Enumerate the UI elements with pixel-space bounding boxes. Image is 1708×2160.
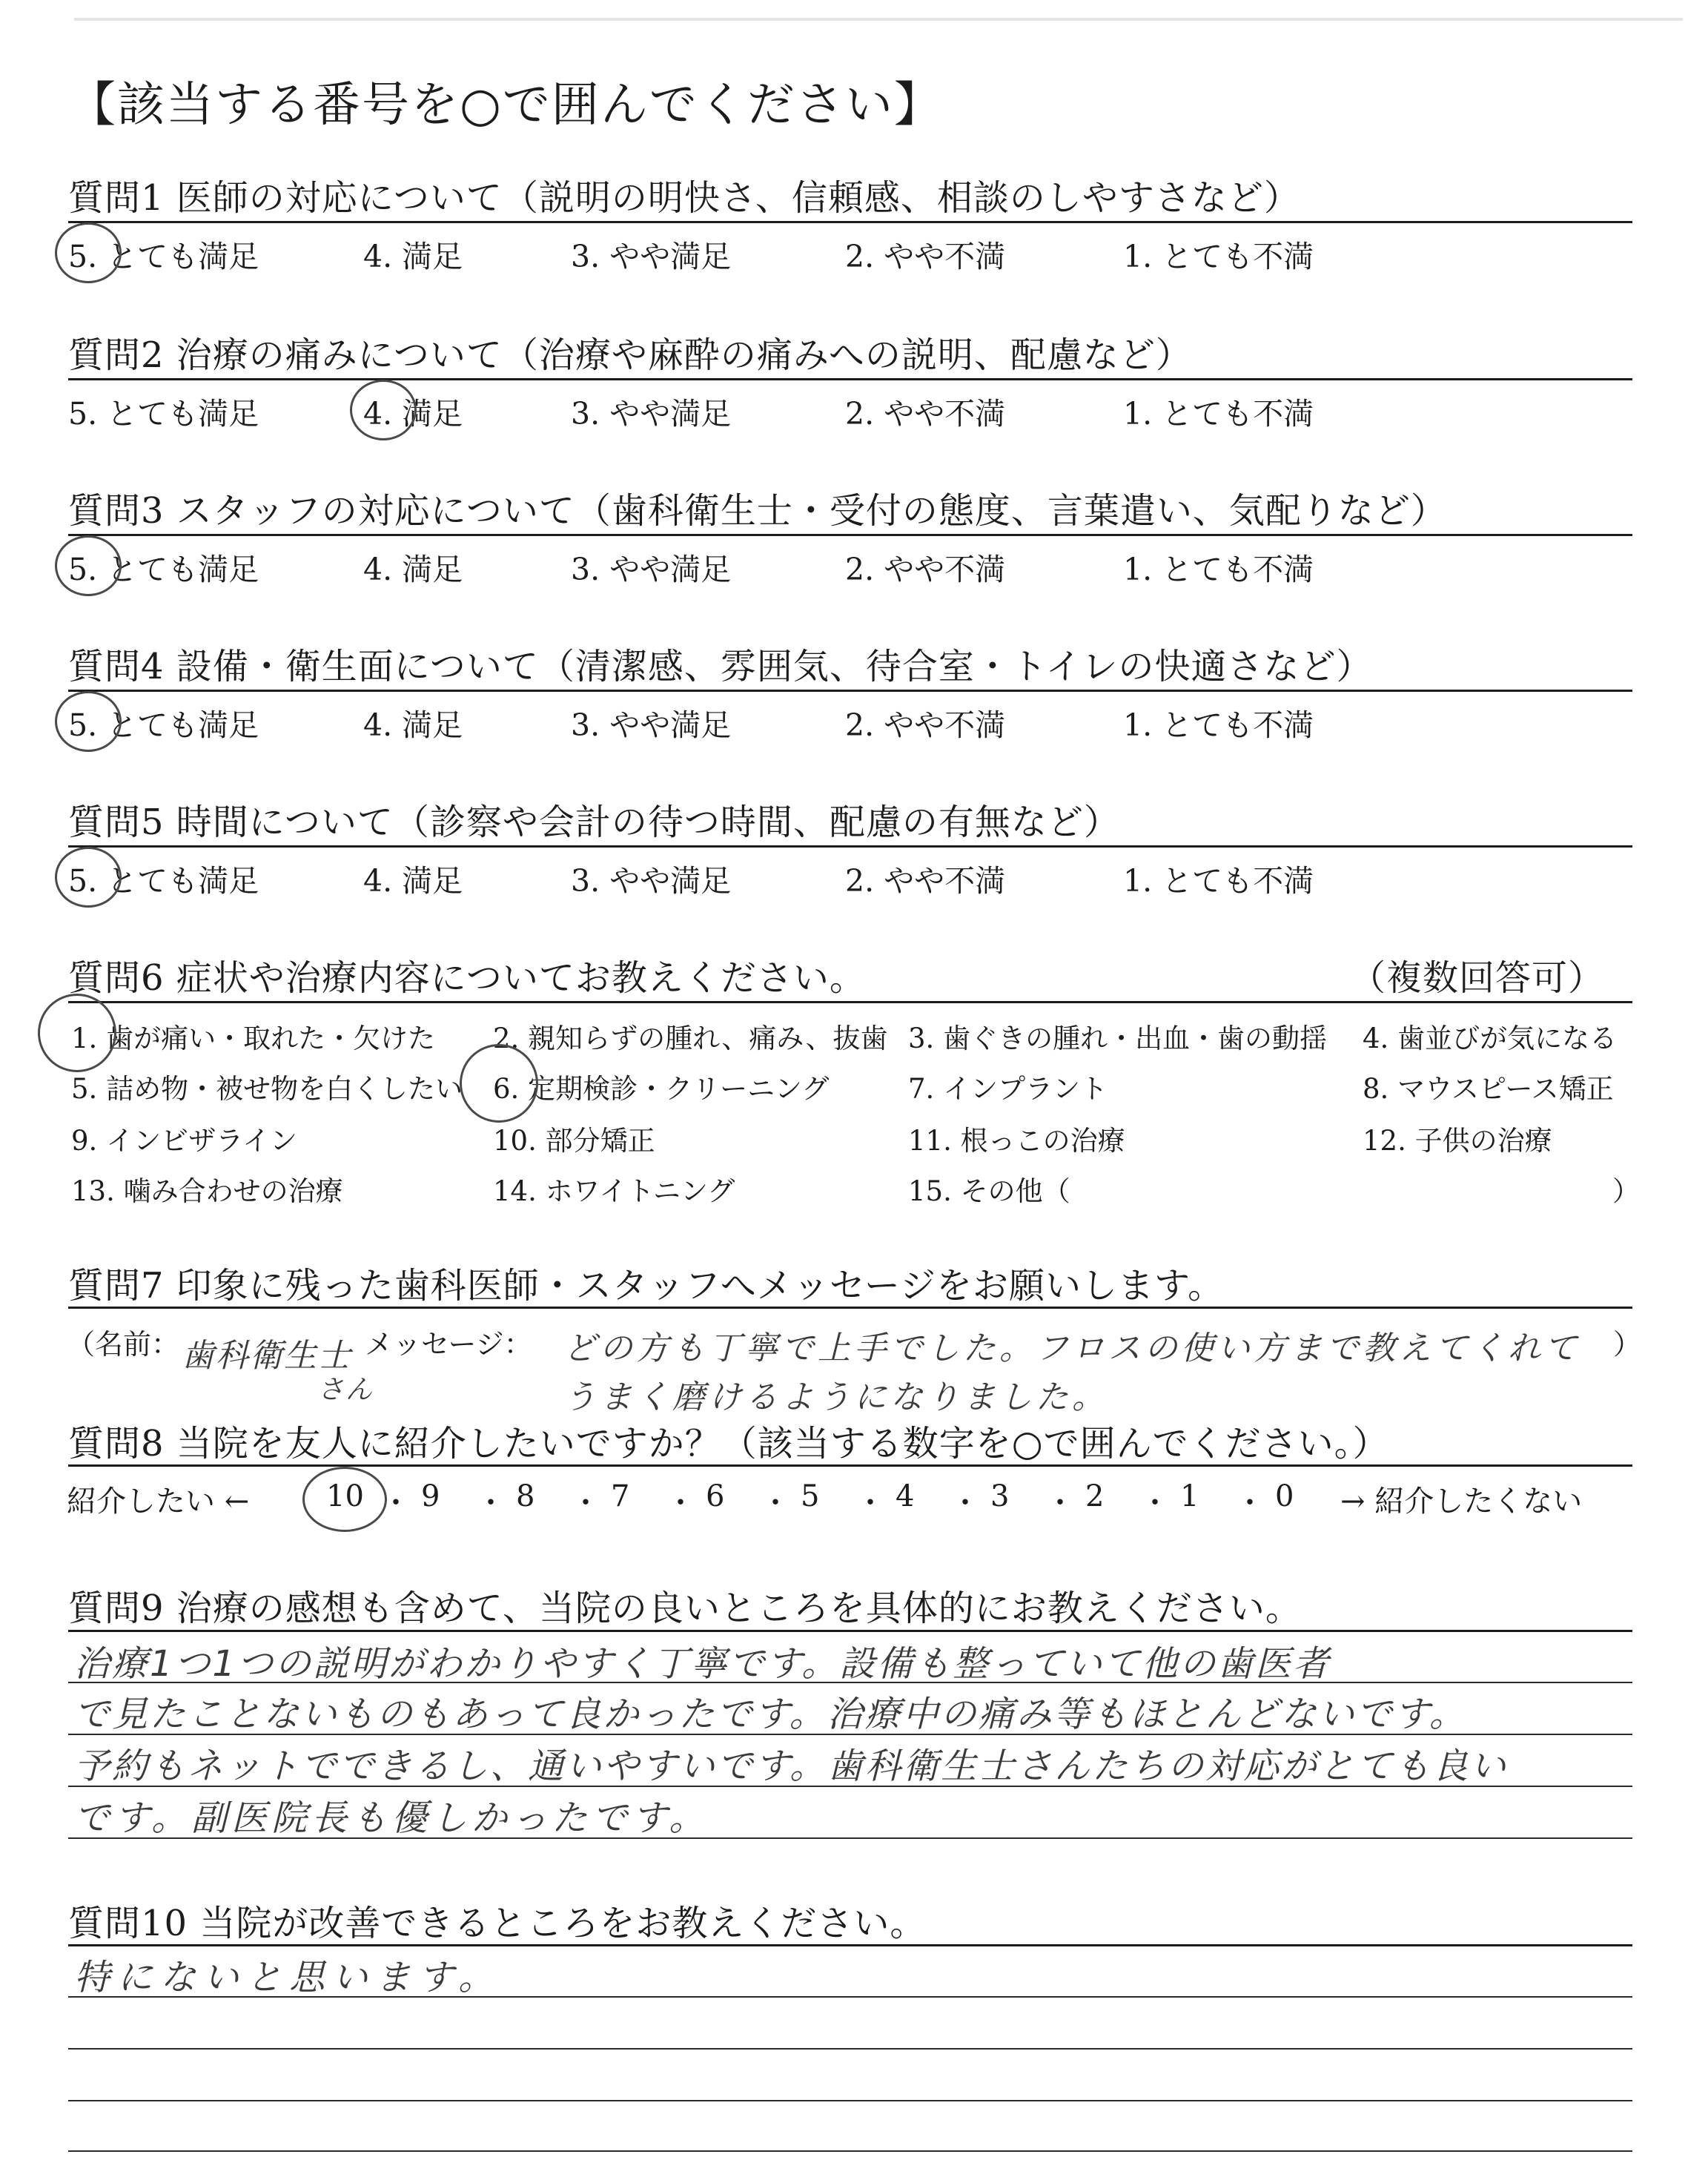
treatment-option[interactable]: 9. インビザライン [71, 1125, 297, 1157]
treatment-option[interactable]: 15. その他（ [908, 1175, 1070, 1207]
question-5-rule [68, 845, 1632, 848]
question-1-label: 質問1 医師の対応について（説明の明快さ、信頼感、相談のしやすさなど） [68, 177, 1300, 219]
writing-line [68, 2100, 1632, 2101]
recommend-score[interactable]: 10 [326, 1479, 364, 1513]
page-heading: 【該当する番号を○で囲んでください】 [68, 78, 943, 133]
rating-option[interactable]: 4. 満足 [363, 239, 463, 274]
name-label: （名前： [67, 1328, 180, 1361]
rating-option[interactable]: 5. とても満足 [68, 552, 259, 587]
answer-line-handwriting: 特にないと思います。 [74, 1957, 502, 1998]
recommend-score[interactable]: 3 [990, 1479, 1010, 1513]
recommend-score[interactable]: 4 [896, 1479, 915, 1513]
rating-option[interactable]: 2. やや不満 [845, 707, 1006, 743]
question-10-rule [68, 1944, 1632, 1946]
selection-circle [302, 1467, 387, 1532]
treatment-option[interactable]: ） [1612, 1175, 1640, 1207]
recommend-score[interactable]: 9 [421, 1479, 440, 1513]
treatment-option[interactable]: 3. 歯ぐきの腫れ・出血・歯の動揺 [908, 1023, 1328, 1054]
question-9-label: 質問9 治療の感想も含めて、当院の良いところを具体的にお教えください。 [68, 1588, 1302, 1629]
recommend-score[interactable]: 6 [706, 1479, 725, 1513]
recommend-right-label: → 紹介したくない [1340, 1484, 1583, 1519]
treatment-option[interactable]: 1. 歯が痛い・取れた・欠けた [71, 1023, 436, 1054]
rating-option[interactable]: 4. 満足 [363, 396, 463, 432]
rating-option[interactable]: 5. とても満足 [68, 863, 259, 899]
treatment-option[interactable]: 6. 定期検診・クリーニング [493, 1073, 830, 1105]
answer-line-handwriting: 治療1つ1つの説明がわかりやすく丁寧です。設備も整っていて他の歯医者 [74, 1643, 1331, 1685]
selection-circle [55, 535, 122, 596]
rating-option[interactable]: 5. とても満足 [68, 239, 259, 274]
answer-line-handwriting: 予約もネットでできるし、通いやすいです。歯科衛生士さんたちの対応がとても良い [74, 1745, 1509, 1787]
question-9-rule [68, 1630, 1632, 1632]
rating-option[interactable]: 5. とても満足 [68, 396, 259, 432]
scale-dot: ・ [761, 1486, 790, 1520]
treatment-option[interactable]: 2. 親知らずの腫れ、痛み、抜歯 [493, 1023, 888, 1054]
rating-option[interactable]: 1. とても不満 [1123, 863, 1314, 899]
rating-option[interactable]: 3. やや満足 [571, 396, 732, 432]
question-4-label: 質問4 設備・衛生面について（清潔感、雰囲気、待合室・トイレの快適さなど） [68, 646, 1373, 687]
scale-dot: ・ [1235, 1486, 1265, 1520]
recommend-score[interactable]: 2 [1085, 1479, 1105, 1513]
question-7-label: 質問7 印象に残った歯科医師・スタッフへメッセージをお願いします。 [68, 1265, 1225, 1307]
treatment-option[interactable]: 11. 根っこの治療 [908, 1125, 1125, 1157]
treatment-option[interactable]: 14. ホワイトニング [493, 1175, 735, 1207]
question-10-label: 質問10 当院が改善できるところをお教えください。 [68, 1903, 927, 1944]
selection-circle [55, 691, 122, 752]
rating-option[interactable]: 1. とても不満 [1123, 396, 1314, 432]
treatment-option[interactable]: 7. インプラント [908, 1073, 1108, 1105]
recommend-score[interactable]: 1 [1180, 1479, 1199, 1513]
question-3-label: 質問3 スタッフの対応について（歯科衛生士・受付の態度、言葉遣い、気配りなど） [68, 490, 1447, 532]
selection-circle [38, 994, 116, 1072]
rating-option[interactable]: 3. やや満足 [571, 552, 732, 587]
scale-dot: ・ [855, 1486, 885, 1520]
question-8-label: 質問8 当院を友人に紹介したいですか？（該当する数字を○で囲んでください。） [68, 1423, 1389, 1464]
message-close-paren: ） [1613, 1328, 1642, 1361]
message-line-1-handwriting: どの方も丁寧で上手でした。フロスの使い方まで教えてくれて [563, 1330, 1580, 1367]
question-6-rule [68, 1001, 1632, 1003]
scale-dot: ・ [950, 1486, 980, 1520]
treatment-option[interactable]: 12. 子供の治療 [1363, 1125, 1552, 1157]
rating-option[interactable]: 2. やや不満 [845, 863, 1006, 899]
writing-line [68, 2150, 1632, 2152]
question-4-rule [68, 690, 1632, 692]
question-1-rule [68, 221, 1632, 223]
rating-option[interactable]: 1. とても不満 [1123, 552, 1314, 587]
selection-circle [460, 1044, 538, 1123]
rating-option[interactable]: 4. 満足 [363, 552, 463, 587]
scale-dot: ・ [476, 1486, 506, 1520]
selection-circle [350, 380, 417, 440]
recommend-score[interactable]: 8 [516, 1479, 535, 1513]
staff-name-suffix-handwriting: さん [317, 1375, 374, 1405]
staff-name-handwriting: 歯科衛生士 [182, 1337, 352, 1375]
message-label: メッセージ： [365, 1328, 532, 1361]
treatment-option[interactable]: 10. 部分矯正 [493, 1125, 655, 1157]
question-3-rule [68, 534, 1632, 536]
writing-line [68, 2048, 1632, 2050]
rating-option[interactable]: 3. やや満足 [571, 239, 732, 274]
selection-circle [55, 847, 122, 908]
rating-option[interactable]: 3. やや満足 [571, 863, 732, 899]
rating-option[interactable]: 1. とても不満 [1123, 239, 1314, 274]
scale-dot: ・ [571, 1486, 600, 1520]
question-2-label: 質問2 治療の痛みについて（治療や麻酔の痛みへの説明、配慮など） [68, 334, 1192, 376]
rating-option[interactable]: 2. やや不満 [845, 396, 1006, 432]
message-line-2-handwriting: うまく磨けるようになりました。 [563, 1378, 1108, 1416]
treatment-option[interactable]: 4. 歯並びが気になる [1363, 1023, 1618, 1054]
recommend-score[interactable]: 7 [611, 1479, 630, 1513]
scale-dot: ・ [1045, 1486, 1075, 1520]
recommend-score[interactable]: 5 [801, 1479, 820, 1513]
answer-line-handwriting: です。副医院長も優しかったです。 [74, 1797, 709, 1839]
rating-option[interactable]: 5. とても満足 [68, 707, 259, 743]
question-5-label: 質問5 時間について（診察や会計の待つ時間、配慮の有無など） [68, 802, 1120, 843]
question-6-label: 質問6 症状や治療内容についてお教えください。 [68, 957, 866, 999]
selection-circle [55, 222, 122, 283]
scale-dot: ・ [666, 1486, 695, 1520]
question-2-rule [68, 378, 1632, 380]
top-edge-line [74, 18, 1683, 21]
treatment-option[interactable]: 5. 詰め物・被せ物を白くしたい [71, 1073, 463, 1105]
question-8-rule [68, 1464, 1632, 1467]
rating-option[interactable]: 4. 満足 [363, 863, 463, 899]
recommend-left-label: 紹介したい ← [67, 1484, 250, 1519]
rating-option[interactable]: 4. 満足 [363, 707, 463, 743]
scale-dot: ・ [381, 1486, 411, 1520]
rating-option[interactable]: 2. やや不満 [845, 239, 1006, 274]
multiple-answers-note: （複数回答可） [1349, 957, 1604, 999]
rating-option[interactable]: 3. やや満足 [571, 707, 732, 743]
scale-dot: ・ [1140, 1486, 1170, 1520]
question-7-rule [68, 1307, 1632, 1309]
rating-option[interactable]: 2. やや不満 [845, 552, 1006, 587]
treatment-option[interactable]: 13. 噛み合わせの治療 [71, 1175, 343, 1207]
answer-line-handwriting: で見たことないものもあって良かったです。治療中の痛み等もほとんどないです。 [74, 1694, 1467, 1735]
rating-option[interactable]: 1. とても不満 [1123, 707, 1314, 743]
treatment-option[interactable]: 8. マウスピース矯正 [1363, 1073, 1614, 1105]
recommend-score[interactable]: 0 [1275, 1479, 1294, 1513]
